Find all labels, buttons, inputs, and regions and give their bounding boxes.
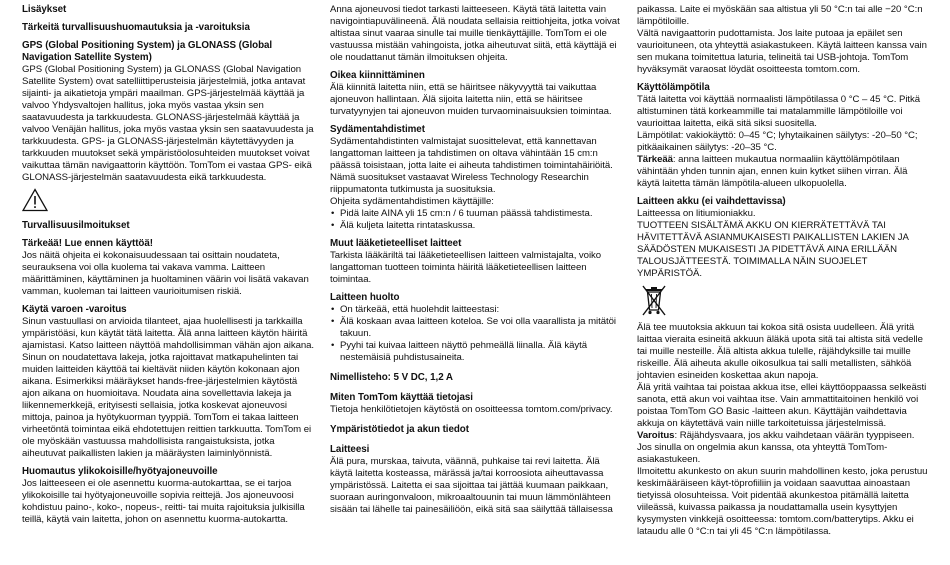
heading-your-device: Laitteesi — [330, 444, 370, 455]
device-care-list — [330, 304, 622, 364]
heading-safety-notes: Tärkeitä turvallisuushuomautuksia ja -varoituksia — [22, 22, 250, 33]
list-item: • Älä koskaan avaa laitteen koteloa. Se voi olla vaarallista ja mitätöi takuun. — [340, 316, 622, 340]
battery-paragraph: Laitteessa on litiumioniakku. TUOTTEEN SISÄLTÄMÄ AKKU ON KIERRÄTETTÄVÄ TAI HÄVITETTÄVÄ ASIANMUKAISESTI PAIKALLISTEN LAKIEN JA SÄÄDÖSTEN MUKAISESTI JA PIDETTÄVÄ AINA ERILLÄÄN TALOUSJÄTTEESTÄ. TOIMIMALLA NÄIN SUOJELET YMPÄRISTÖÄ. — [637, 208, 909, 279]
warning-label: Varoitus — [637, 430, 675, 441]
column-1 — [22, 4, 317, 526]
important-note — [637, 154, 932, 190]
privacy-paragraph: Tietoja henkilötietojen käytöstä on osoitteessa tomtom.com/privacy. — [330, 404, 613, 415]
oversize-vehicles-paragraph: Jos laitteeseen ei ole asennettu kuorma-autokarttaa, se ei tarjoa ylikokoisille tai hyötyajoneuvoille sopivia reittejä. Jos ajoneuvoosi kohdistuu paino-, koko-, nopeus-, reitti- tai muita rajoituksia julkisilla teillä, käytä vain laitetta, johon on asennettu kuorma-autokartta. — [22, 478, 305, 525]
heading-pacemakers: Sydämentahdistimet — [330, 124, 425, 135]
gps-paragraph: GPS (Global Positioning System) ja GLONASS (Global Navigation Satellite System) ovat satelliittiperusteisia järjestelmiä, jotka antavat sijainti- ja aikatietoja ympäri maailman. GPS-järjestelmää käyttää ja valvoo Yhdysvaltojen hallitus, joka myös vastaa yksin sen saatavuudesta ja tarkkuudesta. GLONASS-järjestelmää käyttää ja valvoo Venäjän hallitus, joka myös vastaa yksin sen saatavuudesta ja tarkkuudesta. GPS- ja GLONASS-järjestelmän käytettävyyden ja tarkkuuden muutokset sekä ympäristöolosuhteiden muutokset voivat vaikuttaa tämän navigaattorin käyttöön. TomTom ei vastaa GPS- eikä GLONASS-järjestelmän saatavuudesta eikä tarkkuudesta. — [22, 64, 314, 183]
list-item: • Pyyhi tai kuivaa laitteen näyttö pehmeällä liinalla. Älä käytä nestemäisiä puhdistusaineita. — [340, 340, 622, 364]
heading-device-care: Laitteen huolto — [330, 292, 400, 303]
heading-operating-temp: Käyttölämpötila — [637, 82, 710, 93]
battery-handling-paragraph: Älä tee muutoksia akkuun tai kokoa sitä osista uudelleen. Älä yritä laittaa vieraita esineitä akkuun äläkä upota sitä tai altista sitä vedelle tai muille nesteille. Älä altista akkua tulelle, räjähdyksille tai muille riskeille. Älä aiheuta akulle oikosulkua tai salli metallisten, sähköä johtavien esineiden koskettaa akun napoja. Älä yritä vaihtaa tai poistaa akkua itse, ellei käyttöoppaassa selkeästi sanota, että akun voi vaihtaa itse. Vain ammattitaitoinen henkilö voi poistaa TomTom GO Basic -laitteen akun. Käyttäjän vaihdettavia akkuja on käytettävä vain niille tarkoitetuissa järjestelmissä. — [637, 322, 927, 429]
read-first-paragraph: Jos näitä ohjeita ei kokonaisuudessaan tai osittain noudateta, seurauksena voi olla kuolema tai vakava vamma. Laitteen määrittäminen, käyttäminen ja huoltaminen väärin voi lisätä vakavan vamman, kuoleman tai laitteen vaurioitumisen riskiä. — [22, 250, 309, 297]
other-medical-paragraph: Tarkista lääkäriltä tai lääketieteellisen laitteen valmistajalta, voiko langattoman tuotteen toiminta häiritä lääketieteellisen laitteen toimintaa. — [330, 250, 602, 285]
power-rating: Nimellisteho: 5 V DC, 1,2 A — [330, 372, 453, 383]
heading-battery: Laitteen akku (ei vaihdettavissa) — [637, 196, 786, 207]
heading-oversize-vehicles: Huomautus ylikokoisille/hyötyajoneuvoille — [22, 466, 218, 477]
pacemakers-paragraph: Sydämentahdistinten valmistajat suosittelevat, että kannettavan langattoman laitteen ja tahdistimen on oltava vähintään 15 cm:n päässä toisistaan, jotta laite ei aiheuta tahdistimen toimintahäiriöitä. Nämä suositukset vastaavat Wireless Technology Researchin riippumatonta tutkimusta ja suosituksia. — [330, 136, 613, 195]
list-item: • Älä kuljeta laitetta rintataskussa. — [340, 220, 622, 232]
device-cont-paragraph: paikassa. Laite ei myöskään saa altistua yli 50 °C:n tai alle −20 °C:n lämpötiloille. Vältä navigaattorin pudottamista. Jos laite putoaa ja epäilet sen vaurioituneen, ota yhteyttä asiakastukeen. Käytä laitteen kanssa vain sen mukana toimitettua laturia, telineitä tai USB-johtoja. TomTom hyväksymät varaosat löydät osoitteesta tomtom.com. — [637, 4, 927, 75]
heading-other-medical: Muut lääketieteelliset laitteet — [330, 238, 462, 249]
heading-environment-battery: Ympäristötiedot ja akun tiedot — [330, 424, 469, 435]
warning-triangle-icon — [22, 188, 48, 212]
warning-text: : Räjähdysvaara, jos akku vaihdetaan väärän tyyppiseen. Jos sinulla on ongelmia akun kanssa, ota yhteyttä TomTom-asiakastukeen. Ilmoitettu akunkesto on akun suurin mahdollinen kesto, joka perustuu keskimääräiseen käyt-töprofiiliin ja voidaan saavuttaa ainoastaan tietyissä olosuhteissa. Voit pidentää akunkestoa pitämällä laitetta viileässä, kuivassa paikassa ja noudattamalla usein kysyttyjen kysymysten vinkkejä osoitteessa: tomtom.com/batterytips. Akku ei lataudu alle 0 °C:n tai yli 45 °C:n lämpötilassa. — [637, 430, 928, 537]
heading-use-caution: Käytä varoen -varoitus — [22, 304, 127, 315]
pacemakers-list — [330, 208, 622, 232]
your-device-paragraph: Älä pura, murskaa, taivuta, väännä, puhkaise tai revi laitetta. Älä käytä laitetta kosteassa, märässä ja/tai korroosiota aiheuttavassa ympäristössä. Laitetta ei saa sijoittaa tai jättää kuumaan paikkaan, suoraan auringonvaloon, mikroaaltouunin tai muun lämmönlähteen sisään tai lähelle tai painesäiliöön, eikä sitä saa säilyttää tällaisessa — [330, 456, 613, 515]
column-2 — [330, 4, 622, 516]
warning-note — [637, 430, 932, 538]
heading-lisaykset: Lisäykset — [22, 4, 67, 15]
important-label: Tärkeää — [637, 154, 673, 165]
heading-read-first: Tärkeää! Lue ennen käyttöä! — [22, 238, 153, 249]
list-item: • Pidä laite AINA yli 15 cm:n / 6 tuuman päässä tahdistimesta. — [340, 208, 622, 220]
pacemakers-instructions: Ohjeita sydämentahdistimen käyttäjille: — [330, 196, 494, 207]
crossed-out-bin-icon — [641, 284, 667, 318]
important-text: : anna laitteen mukautua normaaliin käyttölämpötilaan vähintään yhden tunnin ajan, ennen kuin kytket siihen virran. Älä käytä laitetta tämän lämpötila-alueen ulkopuolella. — [637, 154, 908, 189]
heading-privacy: Miten TomTom käyttää tietojasi — [330, 392, 473, 403]
mounting-paragraph: Älä kiinnitä laitetta niin, että se häiritsee näkyvyyttä tai vaikuttaa ajoneuvon hallintaan. Älä sijoita laitetta niin, että se häiritsee turvatyynyjen tai ajoneuvon muiden turvaominaisuuksien toimintaa. — [330, 82, 612, 117]
heading-turvallisuus: Turvallisuusilmoitukset — [22, 220, 130, 231]
use-caution-paragraph: Sinun vastuullasi on arvioida tilanteet, ajaa huolellisesti ja tarkkailla ympäristöäsi, kun käytät tätä laitetta. Älä anna laitteen käytön häiritä ajamistasi. Katso laitteen näyttöä mahdollisimman vähän ajon aikana. Sinun on noudatettava lakeja, jotka rajoittavat matkapuhelinten tai muiden laitteiden käyttöä tai kieltävät niiden käytön kokonaan ajon aikana. Esimerkiksi määräykset hands-free-järjestelmien käytöstä ajon aikana on huomioitava. Noudata aina sovellettavia lakeja ja liikennemerkkejä, erityisesti sellaisia, jotka koskevat ajoneuvosi mittoja, painoa ja hyötykuorman tyyppiä. TomTom ei takaa laitteen virheetöntä toimintaa eikä ehdotettujen reittien tarkkuutta. TomTom ei ole myöskään vastuussa mahdollisista rangaistuksista, jotka aiheutuvat paikallisten lakien ja määräysten laiminlyönnistä. — [22, 316, 315, 459]
column-3 — [637, 4, 932, 538]
heading-gps-glonass: GPS (Global Positioning System) ja GLONASS (Global Navigation Satellite System) — [22, 40, 273, 63]
heading-mounting: Oikea kiinnittäminen — [330, 70, 425, 81]
vehicle-info-paragraph: Anna ajoneuvosi tiedot tarkasti laitteeseen. Käytä tätä laitetta vain navigointiapuvälineenä. Älä noudata sellaisia reittiohjeita, jotka voivat altistaa sinut vaaraa sinulle tai muille tienkäyttäjille. TomTom ei ole vastuussa mistään vahingoista, jotka aiheutuvat siitä, että käyttäjä ei ole noudattanut tämän ilmoituksen ohjeita. — [330, 4, 620, 63]
operating-temp-paragraph: Tätä laitetta voi käyttää normaalisti lämpötilassa 0 °C – 45 °C. Pitkä altistuminen tätä korkeammille tai matalammille lämpötiloille voi vaurioittaa laitetta, eikä sitä siksi suositella. Lämpötilat: vakiokäyttö: 0–45 °C; lyhytaikainen säilytys: -20–50 °C; pitkäaikainen säilytys: -20–35 °C. — [637, 94, 921, 153]
list-item: • On tärkeää, että huolehdit laitteestasi: — [340, 304, 622, 316]
